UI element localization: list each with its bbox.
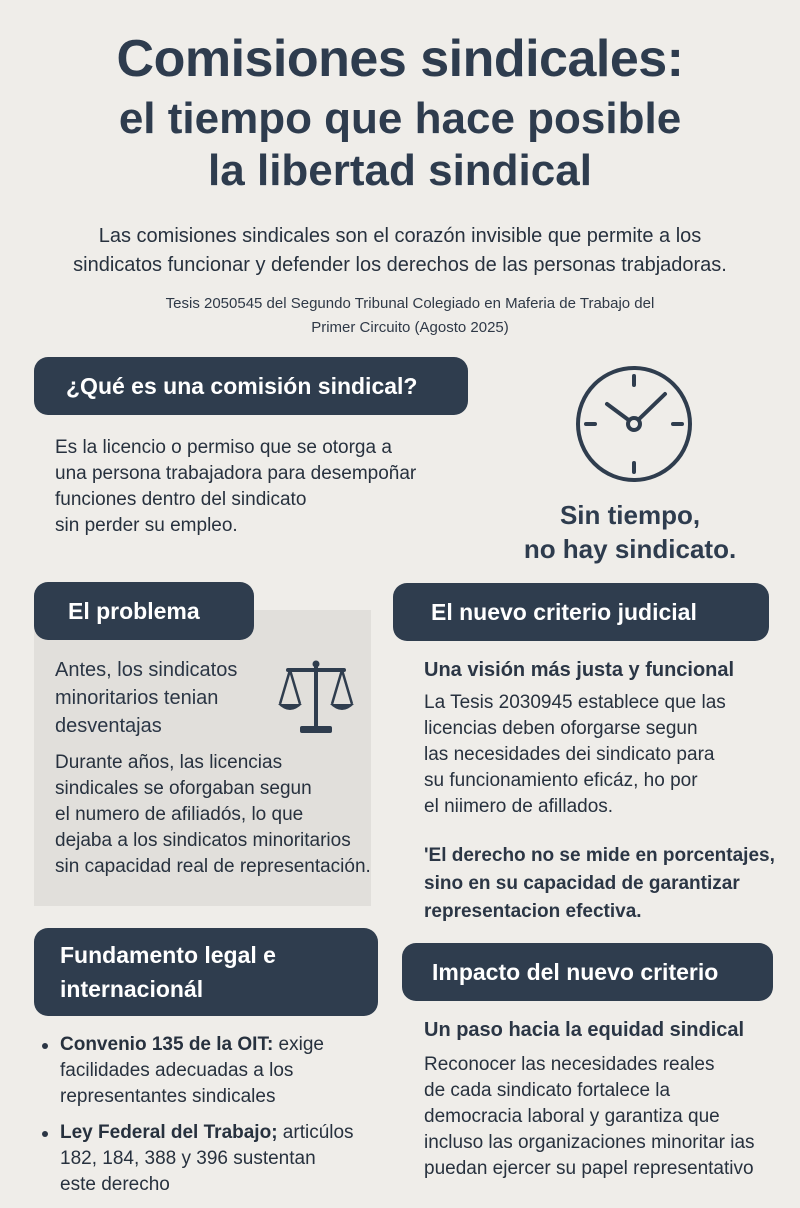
list-item <box>38 1120 378 1198</box>
impacto-line-3: democracia laboral y garantiza que <box>424 1106 720 1127</box>
criterio-line-4: su funcionamiento eficáz, ho por <box>424 770 698 791</box>
intro-line-2: sindicatos funcionar y defender los derechos de las personas trabjadoras. <box>73 254 727 276</box>
criterio-body <box>424 690 784 820</box>
list-item-rest: articúlos <box>277 1122 354 1143</box>
source-line-2: Primer Circuito (Agosto 2025) <box>311 319 509 336</box>
title-line-3: la libertad sindical <box>208 145 592 195</box>
scales-icon <box>276 658 356 736</box>
fundamento-heading <box>34 928 378 1016</box>
problema-sub-line-1: Antes, los sindicatos <box>55 659 238 681</box>
problema-line-5: sin capacidad real de representación. <box>55 856 371 877</box>
problema-sub-line-3: desventajas <box>55 715 162 737</box>
criterio-heading-text: El nuevo criterio judicial <box>431 598 697 625</box>
list-item-bold: Convenio 135 de la OIT: <box>60 1034 274 1055</box>
impacto-line-5: puedan ejercer su papel representativo <box>424 1158 754 1179</box>
criterio-quote-line-3: representacion efectiva. <box>424 901 642 922</box>
problema-heading <box>34 582 254 640</box>
impacto-line-1: Reconocer las necesidades reales <box>424 1054 715 1075</box>
que-es-body <box>55 435 475 539</box>
impacto-heading-text: Impacto del nuevo criterio <box>432 958 719 985</box>
impacto-body <box>424 1052 794 1182</box>
source-citation <box>100 292 720 340</box>
criterio-line-2: licencias deben oforgarse segun <box>424 718 698 739</box>
list-item-line-3: representantes sindicales <box>60 1086 276 1107</box>
que-es-heading <box>34 357 468 415</box>
title-line-2: el tiempo que hace posible <box>118 94 682 144</box>
title-line-1: Comisiones sindicales: <box>116 30 684 88</box>
problema-line-3: el numero de afiliadós, lo que <box>55 804 304 825</box>
criterio-subheading: Una visión más justa y funcional <box>424 659 735 681</box>
criterio-line-3: las necesidades dei sindicato para <box>424 744 715 765</box>
slogan-line-1: Sin tiempo, <box>559 500 701 530</box>
que-es-line-3: funciones dentro del sindicato <box>55 489 307 510</box>
list-item-bold: Ley Federal del Trabajo; <box>60 1122 278 1143</box>
problema-line-4: dejaba a los sindicatos minoritarios <box>55 830 351 851</box>
list-item-line-3: este derecho <box>60 1174 170 1195</box>
fundamento-heading-line-1: Fundamento legal e <box>60 942 276 968</box>
problema-heading-text: El problema <box>68 597 200 624</box>
criterio-heading <box>393 583 769 641</box>
fundamento-list <box>38 1032 378 1198</box>
fundamento-list-wrap <box>38 1032 378 1208</box>
problema-body <box>55 750 375 880</box>
que-es-line-4: sin perder su empleo. <box>55 515 238 536</box>
que-es-heading-text: ¿Qué es una comisión sindical? <box>66 372 418 399</box>
impacto-line-2: de cada sindicato fortalece la <box>424 1080 671 1101</box>
impacto-subheading: Un paso hacia la equidad sindical <box>424 1019 745 1041</box>
criterio-quote-line-1: 'El derecho no se mide en porcentajes, <box>424 845 775 866</box>
que-es-line-1: Es la licencio o permiso que se otorga a <box>55 437 392 458</box>
slogan <box>470 498 790 566</box>
list-item-line-2: 182, 184, 388 y 396 sustentan <box>60 1148 316 1169</box>
page-title <box>0 30 800 195</box>
list-item-line-2: facilidades adecuadas a los <box>60 1060 294 1081</box>
criterio-line-1: La Tesis 2030945 establece que las <box>424 692 726 713</box>
clock-icon <box>574 364 694 484</box>
problema-line-2: sindicales se oforgaban segun <box>55 778 312 799</box>
list-item-rest: exige <box>273 1034 324 1055</box>
fundamento-heading-line-2: internacionál <box>60 976 204 1002</box>
problema-sub-line-2: minoritarios tenian <box>55 687 219 709</box>
problema-subheading <box>55 656 285 740</box>
list-item <box>38 1032 378 1110</box>
intro-text <box>40 222 760 280</box>
criterio-quote-line-2: sino en su capacidad de garantizar <box>424 873 740 894</box>
impacto-heading <box>402 943 773 1001</box>
intro-line-1: Las comisiones sindicales son el corazón invisible que permite a los <box>98 225 702 247</box>
criterio-line-5: el niimero de afillados. <box>424 796 614 817</box>
impacto-line-4: incluso las organizaciones minoritar ias <box>424 1132 755 1153</box>
slogan-line-2: no hay sindicato. <box>523 534 737 564</box>
problema-line-1: Durante años, las licencias <box>55 752 283 773</box>
source-line-1: Tesis 2050545 del Segundo Tribunal Colegiado en Maferia de Trabajo del <box>165 295 655 312</box>
criterio-quote <box>424 842 796 926</box>
que-es-line-2: una persona trabajadora para desempoñar <box>55 463 417 484</box>
